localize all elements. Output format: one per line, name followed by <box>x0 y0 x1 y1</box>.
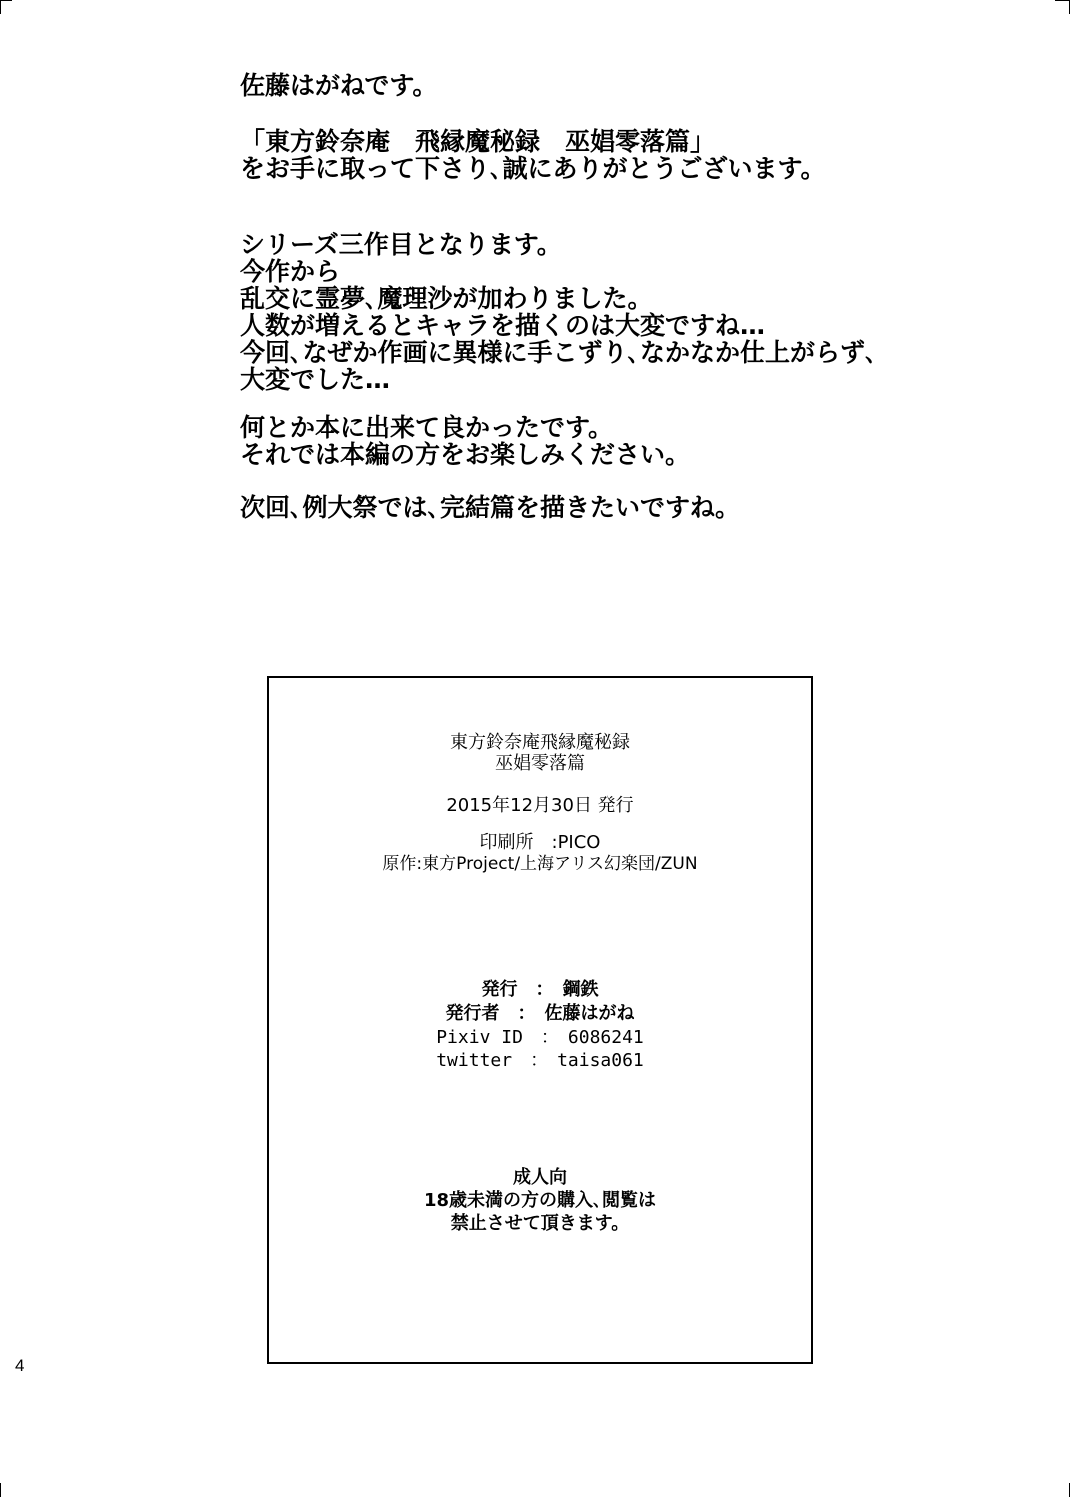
afterword-line: 乱交に霊夢､魔理沙が加わりました。 <box>240 284 653 313</box>
afterword-paragraph-3 <box>240 231 878 393</box>
colophon-publisher: 発行 ： 鋼鉄 <box>481 979 599 1000</box>
page-number: 4 <box>15 1356 25 1375</box>
colophon-twitter: twitter ： taisa061 <box>436 1050 644 1071</box>
crop-mark-top-left-horizontal <box>0 0 12 1</box>
afterword-line: 何とか本に出来て良かったです。 <box>240 413 614 442</box>
afterword-line: シリーズ三作目となります。 <box>240 230 562 259</box>
afterword-line: 大変でした… <box>240 365 391 394</box>
colophon-adult-notice-line-2: 禁止させて頂きます。 <box>450 1213 630 1234</box>
colophon-adult-notice-title: 成人向 <box>513 1167 567 1188</box>
afterword-line: 人数が増えるとキャラを描くのは大変ですね… <box>240 311 766 340</box>
colophon-publish-date: 2015年12月30日 発行 <box>446 795 634 816</box>
colophon-original-work: 原作:東方Project/上海アリス幻楽団/ZUN <box>382 854 698 874</box>
colophon-pixiv-id: Pixiv ID ： 6086241 <box>436 1027 644 1048</box>
afterword-line: 今回､なぜか作画に異様に手こずり､なかなか仕上がらず､ <box>240 338 878 367</box>
afterword-line: それでは本編の方をお楽しみください。 <box>240 440 691 469</box>
colophon-box <box>267 676 813 1364</box>
crop-mark-bottom-left-vertical <box>0 1483 1 1497</box>
afterword-line: 次回､例大祭では､完結篇を描きたいですね。 <box>240 493 741 522</box>
afterword-paragraph-4 <box>240 414 690 468</box>
afterword-line: をお手に取って下さり､誠にありがとうございます。 <box>240 154 826 183</box>
afterword-line: 佐藤はがねです。 <box>240 71 438 100</box>
colophon-title-line-1: 東方鈴奈庵飛縁魔秘録 <box>450 732 630 753</box>
crop-mark-top-right-horizontal <box>1055 0 1070 1</box>
colophon-title-line-2: 巫娼零落篇 <box>495 753 585 774</box>
colophon-publisher-person: 発行者 ： 佐藤はがね <box>445 1003 635 1024</box>
colophon-printer: 印刷所 :PICO <box>479 832 601 853</box>
afterword-paragraph-1 <box>240 72 437 99</box>
afterword-line: 「東方鈴奈庵 飛縁魔秘録 巫娼零落篇」 <box>240 127 716 156</box>
afterword-paragraph-2 <box>240 128 826 182</box>
colophon-adult-notice-line-1: 18歳未満の方の購入､閲覧は <box>423 1190 657 1211</box>
afterword-line: 今作から <box>240 257 341 286</box>
afterword-paragraph-5 <box>240 494 740 521</box>
crop-mark-top-left-vertical <box>0 0 1 14</box>
